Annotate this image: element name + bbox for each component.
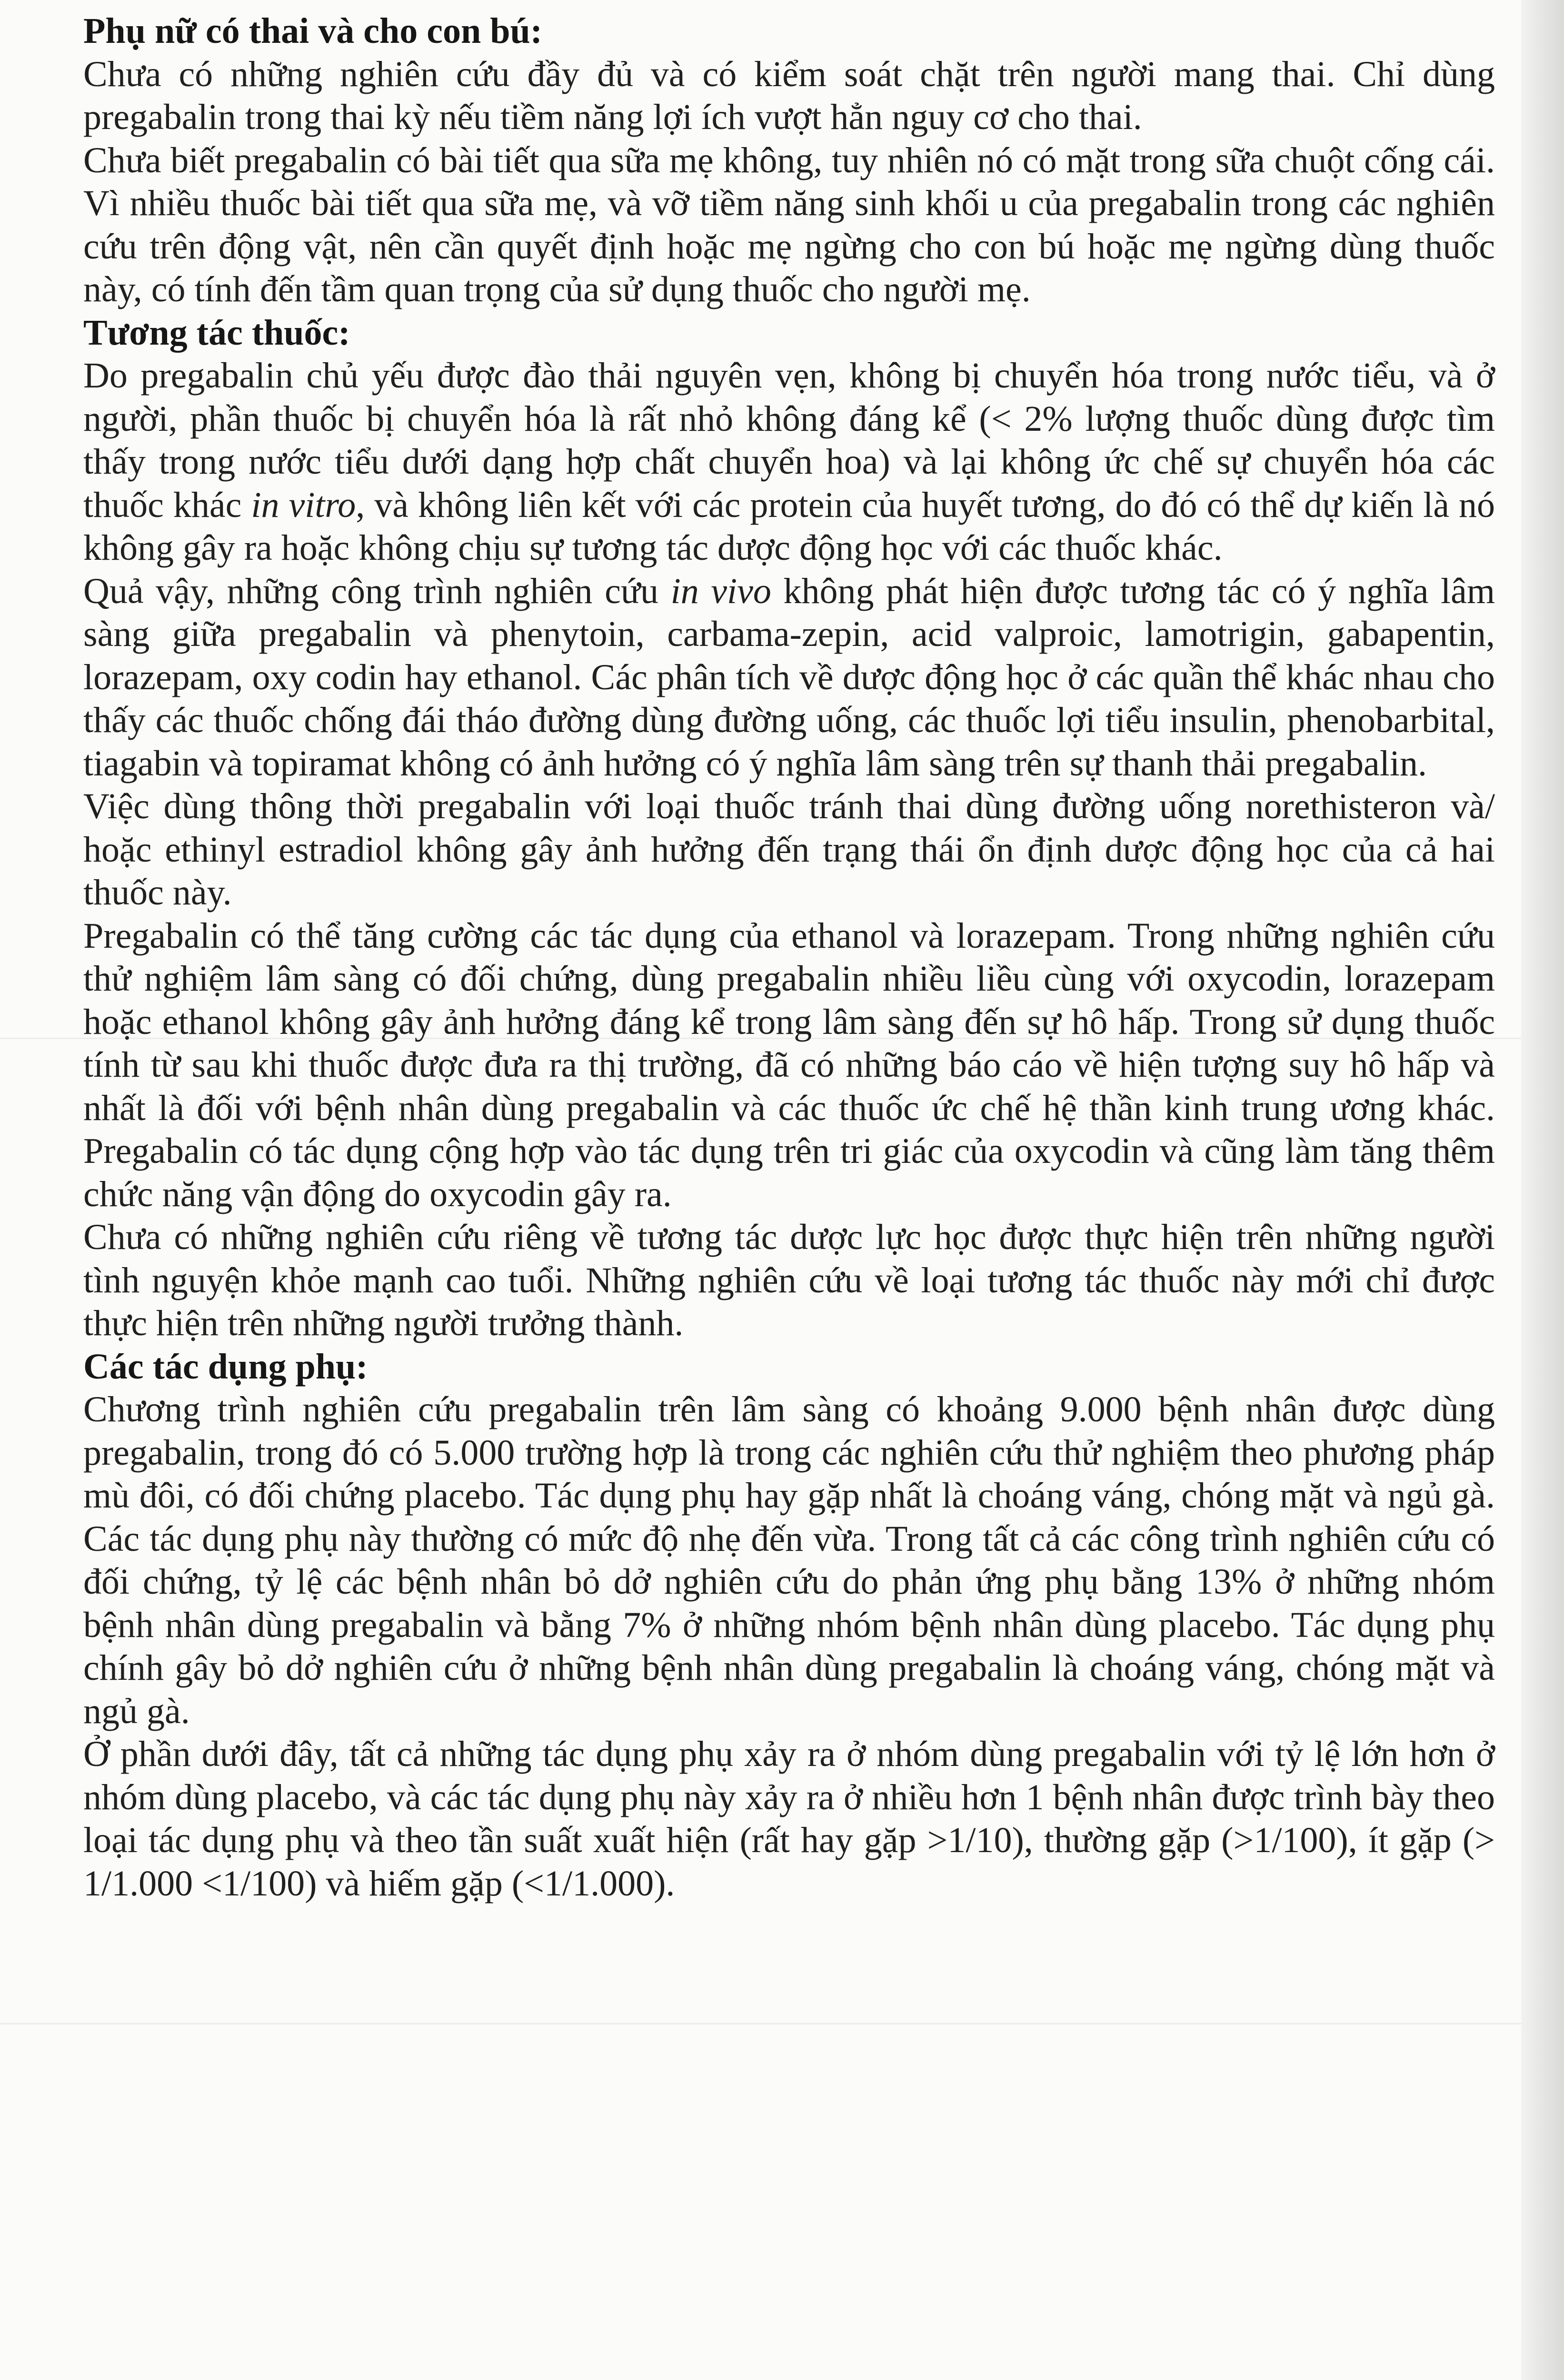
paragraph: Chưa có những nghiên cứu đầy đủ và có kiểm soát chặt trên người mang thai. Chỉ dùng pregabalin trong thai kỳ nếu tiềm năng lợi ích vượt hẳn nguy cơ cho thai. xyxy=(83,54,1495,137)
latin-term: in vitro xyxy=(251,485,356,525)
paragraph: Chưa có những nghiên cứu riêng về tương tác dược lực học được thực hiện trên những người tình nguyện khỏe mạnh cao tuổi. Những nghiên cứu về loại tương tác thuốc này mới chỉ được thực hiện trên những người trưởng thành. xyxy=(83,1217,1495,1343)
section-heading: Phụ nữ có thai và cho con bú: xyxy=(83,11,543,51)
latin-term: in vivo xyxy=(670,571,771,611)
section-interactions xyxy=(83,311,1495,1345)
section-pregnancy xyxy=(83,10,1495,311)
fold-line xyxy=(0,2023,1521,2024)
paragraph: Chưa biết pregabalin có bài tiết qua sữa mẹ không, tuy nhiên nó có mặt trong sữa chuột cống cái. Vì nhiều thuốc bài tiết qua sữa mẹ, và vỡ tiềm năng sinh khối u của pregabalin trong các nghiên cứu trên động vật, nên cần quyết định hoặc mẹ ngừng cho con bú hoặc mẹ ngừng dùng thuốc này, có tính đến tầm quan trọng của sử dụng thuốc cho người mẹ. xyxy=(83,140,1495,309)
section-heading: Tương tác thuốc: xyxy=(83,312,350,353)
paragraph: Chương trình nghiên cứu pregabalin trên lâm sàng có khoảng 9.000 bệnh nhân được dùng pregabalin, trong đó có 5.000 trường hợp là trong các nghiên cứu thử nghiệm theo phương pháp mù đôi, có đối chứng placebo. Tác dụng phụ hay gặp nhất là choáng váng, chóng mặt và ngủ gà. Các tác dụng phụ này thường có mức độ nhẹ đến vừa. Trong tất cả các công trình nghiên cứu có đối chứng, tỷ lệ các bệnh nhân bỏ dở nghiên cứu do phản ứng phụ bằng 13% ở những nhóm bệnh nhân dùng pregabalin và bằng 7% ở những nhóm bệnh nhân dùng placebo. Tác dụng phụ chính gây bỏ dở nghiên cứu ở những bệnh nhân dùng pregabalin là choáng váng, chóng mặt và ngủ gà. xyxy=(83,1389,1495,1731)
paragraph: Quả vậy, những công trình nghiên cứu in vivo không phát hiện được tương tác có ý nghĩa lâm sàng giữa pregabalin và phenytoin, carbama-zepin, acid valproic, lamotrigin, gabapentin, lorazepam, oxy codin hay ethanol. Các phân tích về dược động học ở các quần thể khác nhau cho thấy các thuốc chống đái tháo đường dùng đường uống, các thuốc lợi tiểu insulin, phenobarbital, tiagabin và topiramat không có ảnh hưởng có ý nghĩa lâm sàng trên sự thanh thải pregabalin. xyxy=(83,571,1495,783)
paragraph: Do pregabalin chủ yếu được đào thải nguyên vẹn, không bị chuyển hóa trong nước tiểu, và ở người, phần thuốc bị chuyển hóa là rất nhỏ không đáng kể (< 2% lượng thuốc dùng được tìm thấy trong nước tiểu dưới dạng hợp chất chuyển hoa) và lại không ức chế sự chuyển hóa các thuốc khác in vitro, và không liên kết với các protein của huyết tương, do đó có thể dự kiến là nó không gây ra hoặc không chịu sự tương tác dược động học với các thuốc khác. xyxy=(83,356,1495,568)
text-column xyxy=(83,10,1495,1905)
paragraph: Ở phần dưới đây, tất cả những tác dụng phụ xảy ra ở nhóm dùng pregabalin với tỷ lệ lớn hơn ở nhóm dùng placebo, và các tác dụng phụ này xảy ra ở nhiều hơn 1 bệnh nhân được trình bày theo loại tác dụng phụ và theo tần suất xuất hiện (rất hay gặp >1/10), thường gặp (>1/100), ít gặp (> 1/1.000 <1/100) và hiếm gặp (<1/1.000). xyxy=(83,1734,1495,1904)
section-side-effects xyxy=(83,1345,1495,1905)
paragraph: Pregabalin có thể tăng cường các tác dụng của ethanol và lorazepam. Trong những nghiên cứu thử nghiệm lâm sàng có đối chứng, dùng pregabalin nhiều liều cùng với oxycodin, lorazepam hoặc ethanol không gây ảnh hưởng đáng kể trong lâm sàng đến sự hô hấp. Trong sử dụng thuốc tính từ sau khi thuốc được đưa ra thị trường, đã có những báo cáo về hiện tượng suy hô hấp và nhất là đối với bệnh nhân dùng pregabalin và các thuốc ức chế hệ thần kinh trung ương khác. Pregabalin có tác dụng cộng hợp vào tác dụng trên tri giác của oxycodin và cũng làm tăng thêm chức năng vận động do oxycodin gây ra. xyxy=(83,915,1495,1214)
paragraph: Việc dùng thông thời pregabalin với loại thuốc tránh thai dùng đường uống norethisteron và/ hoặc ethinyl estradiol không gây ảnh hưởng đến trạng thái ổn định dược động học của cả hai thuốc này. xyxy=(83,786,1495,912)
paper-edge xyxy=(1521,0,1564,2380)
section-heading: Các tác dụng phụ: xyxy=(83,1346,368,1387)
